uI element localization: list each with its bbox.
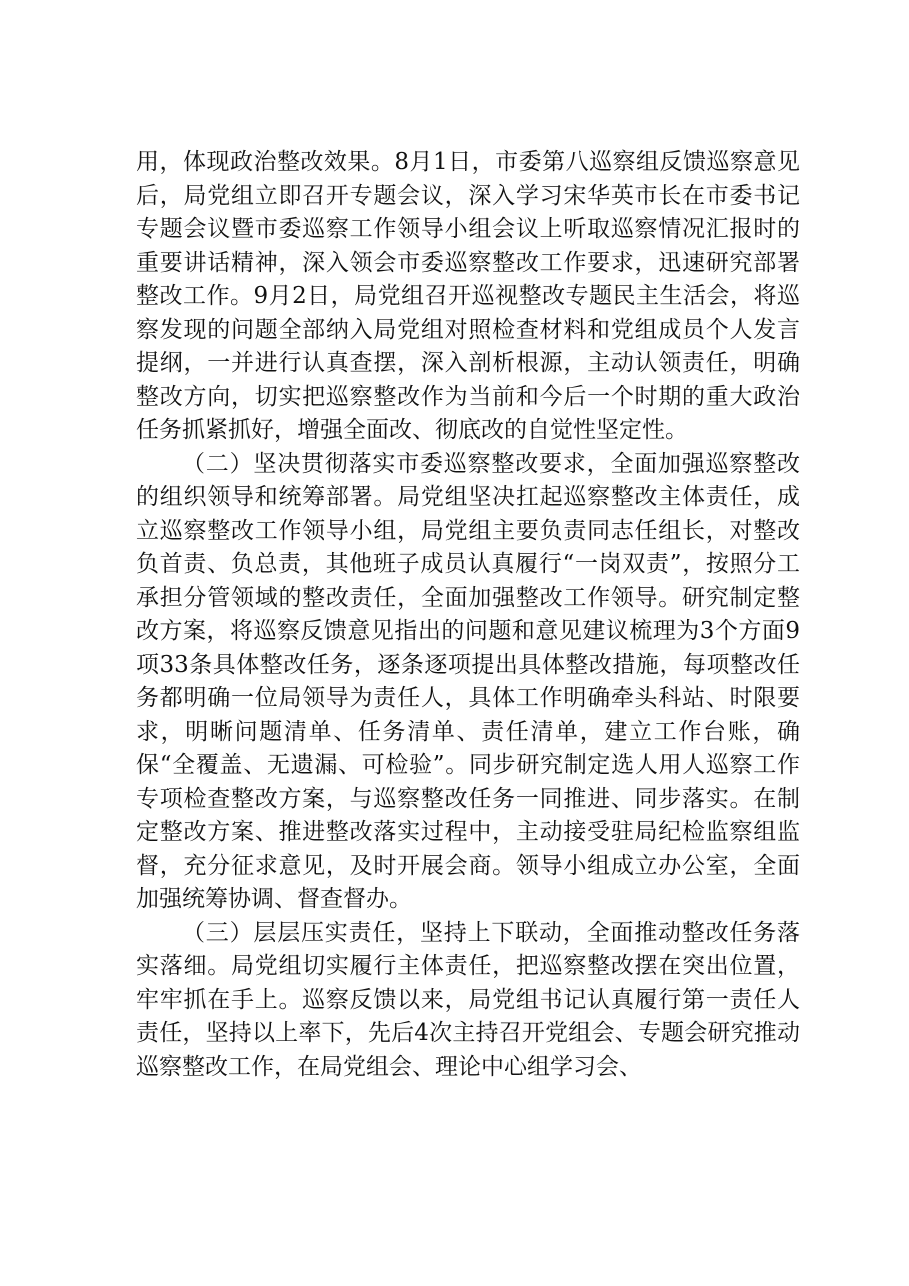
paragraph-continued: 用，体现政治整改效果。8月1日，市委第八巡察组反馈巡察意见后，局党组立即召开专题会议，深入学习宋华英市长在市委书记专题会议暨市委巡察工作领导小组会议上听取巡察情况汇报时的重要讲话精神，深入领会市委巡察整改工作要求，迅速研究部署整改工作。9月2日，局党组召开巡视整改专题民主生活会，将巡察发现的问题全部纳入局党组对照检查材料和党组成员个人发言提纲，一并进行认真查摆，深入剖析根源，主动认领责任，明确整改方向，切实把巡察整改作为当前和今后一个时期的重大政治任务抓紧抓好，增强全面改、彻底改的自觉性坚定性。 [136, 149, 800, 443]
paragraph-section-two: （二）坚决贯彻落实市委巡察整改要求，全面加强巡察整改的组织领导和统筹部署。局党组坚决扛起巡察整改主体责任，成立巡察整改工作领导小组，局党组主要负责同志任组长，对整改负首责、负总责，其他班子成员认真履行“一岗双责”，按照分工承担分管领域的整改责任，全面加强整改工作领导。研究制定整改方案，将巡察反馈意见指出的问题和意见建议梳理为3个方面9项33条具体整改任务，逐条逐项提出具体整改措施，每项整改任务都明确一位局领导为责任人，具体工作明确牵头科站、时限要求，明晰问题清单、任务清单、责任清单，建立工作台账，确保“全覆盖、无遗漏、可检验”。同步研究制定选人用人巡察工作专项检查整改方案，与巡察整改任务一同推进、同步落实。在制定整改方案、推进整改落实过程中，主动接受驻局纪检监察组监督，充分征求意见，及时开展会商。领导小组成立办公室，全面加强统筹协调、督查督办。 [136, 450, 800, 912]
paragraph-section-three: （三）层层压实责任，坚持上下联动，全面推动整改任务落实落细。局党组切实履行主体责任，把巡察整改摆在突出位置，牢牢抓在手上。巡察反馈以来，局党组书记认真履行第一责任人责任，坚持以上率下，先后4次主持召开党组会、专题会研究推动巡察整改工作，在局党组会、理论中心组学习会、 [136, 919, 800, 1080]
document-body [136, 146, 800, 1084]
